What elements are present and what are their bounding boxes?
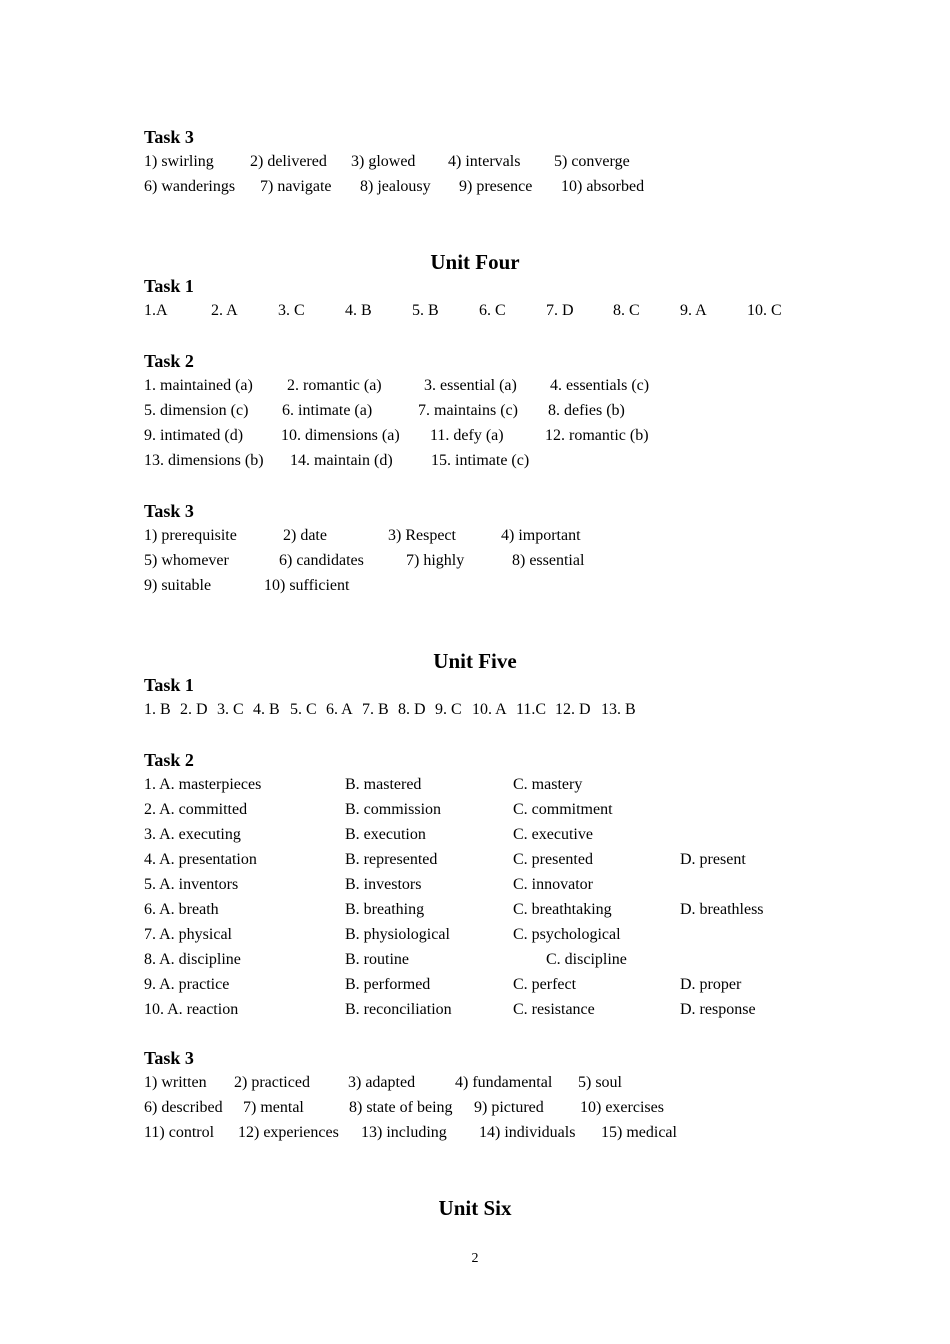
answer-item: 5. C	[290, 701, 317, 718]
answer-item: 4. B	[253, 701, 280, 718]
option-item: 8. A. discipline	[144, 951, 241, 968]
answer-item: 9. intimated (d)	[144, 427, 244, 444]
answer-item: 1) swirling	[144, 153, 214, 170]
answer-item: 4. essentials (c)	[550, 377, 650, 394]
answer-item: 11) control	[144, 1124, 215, 1141]
option-item: C. presented	[513, 851, 593, 868]
option-item: B. routine	[345, 951, 409, 968]
answer-item: 13) including	[361, 1124, 447, 1141]
option-item: 5. A. inventors	[144, 876, 239, 893]
option-item: C. discipline	[546, 951, 627, 968]
answer-item: 1) prerequisite	[144, 527, 237, 544]
answer-item: 4) fundamental	[455, 1074, 553, 1091]
option-item: D. response	[680, 1001, 756, 1018]
answer-item: 10) absorbed	[561, 178, 645, 195]
option-item: C. innovator	[513, 876, 593, 893]
answer-item: 8. C	[613, 302, 640, 319]
answer-item: 11. defy (a)	[430, 427, 504, 444]
task-2-heading: Task 2	[144, 351, 194, 371]
answer-item: 14) individuals	[479, 1124, 576, 1141]
answer-item: 4) important	[501, 527, 581, 544]
answer-item: 3) glowed	[351, 153, 416, 170]
answer-item: 7) highly	[406, 552, 465, 569]
answer-item: 5) soul	[578, 1074, 622, 1091]
answer-item: 9) suitable	[144, 577, 212, 594]
answer-item: 8) jealousy	[360, 178, 431, 195]
option-item: 4. A. presentation	[144, 851, 257, 868]
option-item: B. physiological	[345, 926, 450, 943]
answer-item: 7. maintains (c)	[418, 402, 518, 419]
option-item: C. executive	[513, 826, 593, 843]
option-item: B. breathing	[345, 901, 425, 918]
answer-item: 10. A	[472, 701, 507, 718]
answer-item: 3) adapted	[348, 1074, 416, 1091]
task-3-heading: Task 3	[144, 127, 194, 147]
answer-item: 3. C	[217, 701, 244, 718]
answer-item: 7) mental	[243, 1099, 304, 1116]
option-item: 7. A. physical	[144, 926, 232, 943]
unit-six-heading: Unit Six	[438, 1196, 512, 1220]
answer-item: 2) practiced	[234, 1074, 310, 1091]
option-item: C. breathtaking	[513, 901, 612, 918]
option-item: D. proper	[680, 976, 742, 993]
answer-item: 5) whomever	[144, 552, 229, 569]
option-item: D. breathless	[680, 901, 764, 918]
unit-five-heading: Unit Five	[433, 649, 517, 673]
option-item: B. execution	[345, 826, 426, 843]
answer-item: 1. B	[144, 701, 171, 718]
answer-item: 9) pictured	[474, 1099, 544, 1116]
answer-item: 8) state of being	[349, 1099, 453, 1116]
option-item: C. commitment	[513, 801, 613, 818]
option-item: 9. A. practice	[144, 976, 230, 993]
task-3-heading: Task 3	[144, 1048, 194, 1068]
answer-item: 6. C	[479, 302, 506, 319]
answer-item: 12. D	[555, 701, 591, 718]
answer-item: 2. romantic (a)	[287, 377, 382, 394]
option-item: B. represented	[345, 851, 438, 868]
task-2-heading: Task 2	[144, 750, 194, 770]
answer-item: 1) written	[144, 1074, 207, 1091]
answer-item: 14. maintain (d)	[290, 452, 393, 469]
option-item: C. perfect	[513, 976, 577, 993]
answer-item: 12) experiences	[238, 1124, 339, 1141]
answer-item: 13. dimensions (b)	[144, 452, 264, 469]
answer-item: 15) medical	[601, 1124, 677, 1141]
answer-item: 6. A	[326, 701, 353, 718]
option-item: 2. A. committed	[144, 801, 248, 818]
answer-item: 10) exercises	[580, 1099, 664, 1116]
answer-item: 8. D	[398, 701, 426, 718]
option-item: B. investors	[345, 876, 422, 893]
option-item: 6. A. breath	[144, 901, 219, 918]
answer-item: 5. B	[412, 302, 439, 319]
answer-item: 9. A	[680, 302, 707, 319]
answer-item: 4. B	[345, 302, 372, 319]
answer-item: 6) candidates	[279, 552, 364, 569]
answer-item: 4) intervals	[448, 153, 521, 170]
task-1-heading: Task 1	[144, 675, 194, 695]
option-item: C. mastery	[513, 776, 583, 793]
answer-item: 3) Respect	[388, 527, 456, 544]
answer-item: 10. C	[747, 302, 782, 319]
answer-item: 7) navigate	[260, 178, 332, 195]
page-number: 2	[471, 1251, 479, 1266]
answer-item: 6) wanderings	[144, 178, 236, 195]
unit-four-heading: Unit Four	[430, 250, 520, 274]
answer-item: 9. C	[435, 701, 462, 718]
answer-item: 10) sufficient	[264, 577, 350, 594]
answer-item: 6) described	[144, 1099, 223, 1116]
answer-item: 6. intimate (a)	[282, 402, 373, 419]
answer-item: 1. maintained (a)	[144, 377, 253, 394]
answer-item: 2) date	[283, 527, 327, 544]
answer-item: 7. B	[362, 701, 389, 718]
option-item: C. psychological	[513, 926, 621, 943]
option-item: B. performed	[345, 976, 431, 993]
answer-item: 10. dimensions (a)	[281, 427, 400, 444]
answer-item: 8. defies (b)	[548, 402, 625, 419]
option-item: 3. A. executing	[144, 826, 241, 843]
answer-item: 3. C	[278, 302, 305, 319]
answer-item: 12. romantic (b)	[545, 427, 649, 444]
task-1-heading: Task 1	[144, 276, 194, 296]
answer-item: 13. B	[601, 701, 636, 718]
answer-item: 9) presence	[459, 178, 533, 195]
answer-item: 7. D	[546, 302, 574, 319]
answer-item: 3. essential (a)	[424, 377, 517, 394]
answer-item: 2) delivered	[250, 153, 327, 170]
option-item: D. present	[680, 851, 746, 868]
answer-item: 5. dimension (c)	[144, 402, 249, 419]
option-item: C. resistance	[513, 1001, 595, 1018]
answer-item: 11.C	[516, 701, 547, 718]
option-item: 10. A. reaction	[144, 1001, 239, 1018]
answer-item: 2. D	[180, 701, 208, 718]
option-item: B. reconciliation	[345, 1001, 452, 1018]
answer-item: 5) converge	[554, 153, 630, 170]
answer-item: 1.A	[144, 302, 168, 319]
option-item: 1. A. masterpieces	[144, 776, 262, 793]
answer-item: 2. A	[211, 302, 238, 319]
option-item: B. mastered	[345, 776, 422, 793]
answer-item: 8) essential	[512, 552, 585, 569]
option-item: B. commission	[345, 801, 442, 818]
task-3-heading: Task 3	[144, 501, 194, 521]
answer-item: 15. intimate (c)	[431, 452, 530, 469]
